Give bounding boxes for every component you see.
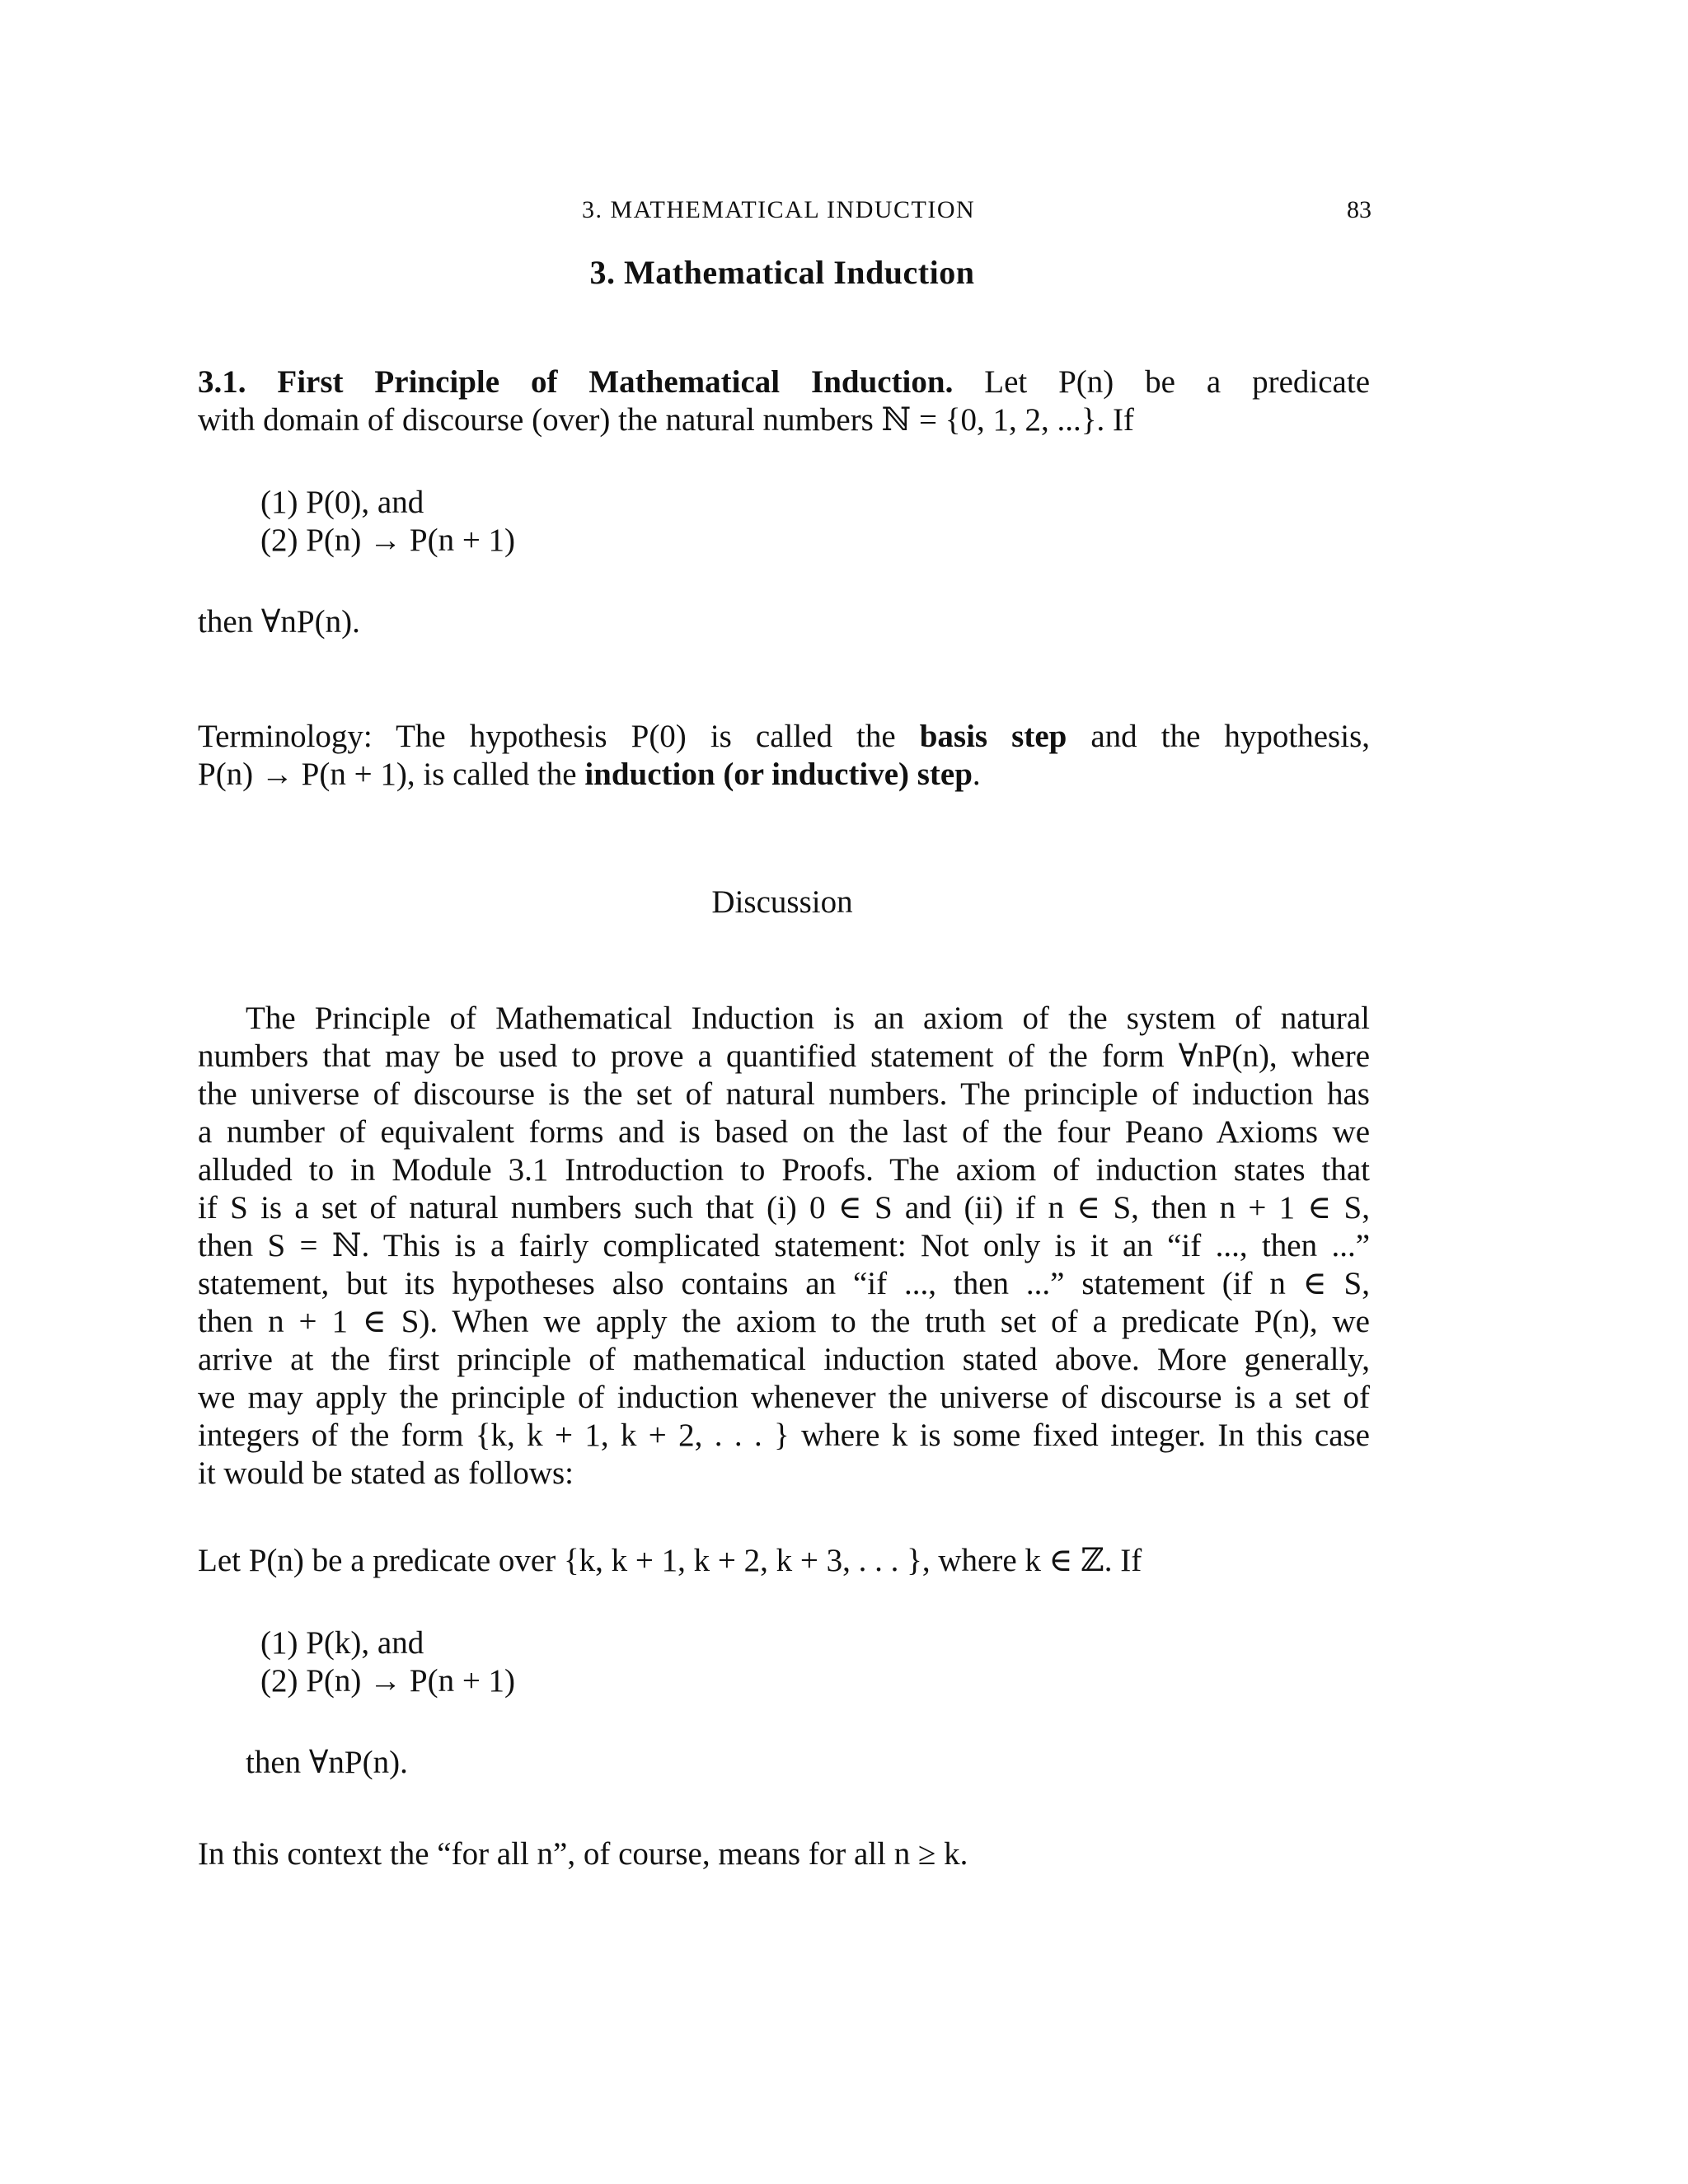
terminology-text: .: [972, 757, 981, 792]
paragraph-line: a number of equivalent forms and is based on the last of the four Peano Axioms we: [198, 1114, 1370, 1150]
list-item: (2) P(n) → P(n + 1): [260, 523, 516, 558]
conclusion-text: then ∀nP(n).: [198, 604, 360, 640]
section-title: 3. Mathematical Induction: [589, 254, 975, 291]
general-conclusion-text: then ∀nP(n).: [246, 1745, 408, 1780]
running-head: 3. MATHEMATICAL INDUCTION: [582, 196, 976, 223]
paragraph-line: integers of the form {k, k + 1, k + 2, . . . } where k is some fixed integer. In this case: [198, 1418, 1370, 1453]
paragraph-line: The Principle of Mathematical Induction is an axiom of the system of natural: [246, 1001, 1370, 1036]
paragraph-line: if S is a set of natural numbers such that (i) 0 ∈ S and (ii) if n ∈ S, then n + 1 ∈ S,: [198, 1190, 1370, 1226]
list-item: (2) P(n) → P(n + 1): [260, 1663, 516, 1699]
general-conclusion: [246, 1744, 1317, 1782]
paragraph-line: then S = ℕ. This is a fairly complicated statement: Not only is it an “if ..., then ...”: [198, 1228, 1370, 1263]
paragraph-line: then n + 1 ∈ S). When we apply the axiom to the truth set of a predicate P(n), we: [198, 1304, 1370, 1339]
terminology-paragraph: [198, 718, 1370, 794]
paragraph-line: numbers that may be used to prove a quantified statement of the form ∀nP(n), where: [198, 1038, 1370, 1074]
list-item: (1) P(0), and: [260, 485, 424, 520]
subsection-intro-rest: Let P(n) be a predicate: [984, 364, 1371, 400]
paragraph-line: we may apply the principle of induction whenever the universe of discourse is a set of: [198, 1380, 1370, 1415]
paragraph-line: the universe of discourse is the set of natural numbers. The principle of induction has: [198, 1076, 1370, 1112]
general-statement: [198, 1542, 1370, 1580]
hypotheses-list: [260, 484, 515, 560]
paragraph-line: arrive at the first principle of mathematical induction stated above. More generally,: [198, 1342, 1370, 1377]
paragraph-line: it would be stated as follows:: [198, 1455, 574, 1491]
terminology-text: and the hypothesis,: [1090, 719, 1371, 754]
subsection-intro: [198, 363, 1370, 439]
terminology-text: P(n) → P(n + 1), is called the: [198, 757, 577, 792]
closing-remark: [198, 1835, 1370, 1873]
closing-text: In this context the “for all n”, of course, means for all n ≥ k.: [198, 1836, 968, 1872]
conclusion: [198, 603, 1370, 641]
discussion-heading: Discussion: [711, 884, 853, 920]
paragraph-line: statement, but its hypotheses also contains an “if ..., then ...” statement (if n ∈ S,: [198, 1266, 1370, 1301]
page-number: 83: [1347, 196, 1372, 223]
terminology-text: Terminology: The hypothesis P(0) is called the: [198, 719, 896, 754]
general-statement-text: Let P(n) be a predicate over {k, k + 1, k + 2, k + 3, . . . }, where k ∈ ℤ. If: [198, 1543, 1142, 1578]
subsection-heading: 3.1. First Principle of Mathematical Induction.: [198, 364, 954, 400]
discussion-paragraph: [198, 1000, 1370, 1493]
general-hypotheses-list: [260, 1624, 515, 1700]
induction-step-term: induction (or inductive) step: [584, 757, 973, 792]
list-item: (1) P(k), and: [260, 1625, 424, 1661]
paragraph-line: alluded to in Module 3.1 Introduction to Proofs. The axiom of induction states that: [198, 1152, 1370, 1188]
basis-step-term: basis step: [919, 719, 1067, 754]
subsection-intro-line2: with domain of discourse (over) the natural numbers ℕ = {0, 1, 2, ...}. If: [198, 402, 1134, 438]
